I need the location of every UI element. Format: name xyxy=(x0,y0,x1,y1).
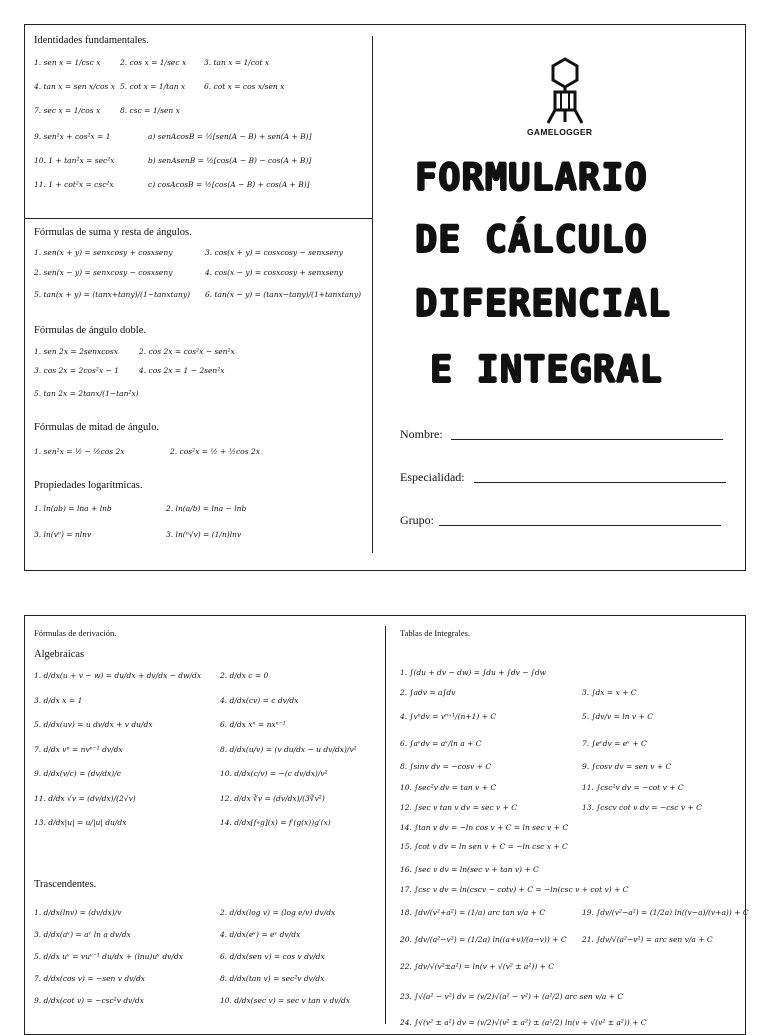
section-heading: Trascendentes. xyxy=(34,879,97,890)
formula: 15. ∫cot v dv = ln sen v + C = −ln csc x + C xyxy=(400,842,568,851)
formula: c) cosAcosB = ½[cos(A − B) + cos(A + B)] xyxy=(148,180,310,189)
formula: 10. 1 + tan²x = sec²x xyxy=(34,156,115,165)
formula: 18. ∫dv/(v²+a²) = (1/a) arc tan v/a + C xyxy=(400,908,546,917)
formula: 4. cos 2x = 1 − 2sen²x xyxy=(139,366,225,375)
divider xyxy=(372,218,373,553)
section-heading: Tablas de Integrales. xyxy=(400,628,470,638)
title-line: E INTEGRAL xyxy=(430,348,663,391)
formula: 3. d/dx x = 1 xyxy=(34,695,83,705)
formula: 12. ∫sec v tan v dv = sec v + C xyxy=(400,803,518,812)
formula: 3. cos 2x = 2cos²x − 1 xyxy=(34,366,119,375)
section-heading: Fórmulas de suma y resta de ángulos. xyxy=(34,227,192,238)
specialty-label: Especialidad: xyxy=(400,470,465,484)
section-heading: Fórmulas de ángulo doble. xyxy=(34,325,146,336)
formula: 2. ln(a/b) = lna − lnb xyxy=(166,504,247,513)
formula: a) senAcosB = ½[sen(A − B) + sen(A + B)] xyxy=(148,132,312,141)
formula: 24. ∫√(v² ± a²) dv = (v/2)√(v² ± a²) ± (a²/2) ln(v + √(v² ± a²)) + C xyxy=(400,1018,647,1027)
title-line: DIFERENCIAL xyxy=(415,282,672,325)
name-label: Nombre: xyxy=(400,427,443,441)
formula: 10. ∫sec²v dv = tan v + C xyxy=(400,783,497,792)
formula: 23. ∫√(a² − v²) dv = (v/2)√(a² − v²) + (a²/2) arc sen v/a + C xyxy=(400,992,624,1001)
formula: 1. d/dx(u + v − w) = du/dx + dv/dx − dw/dx xyxy=(34,671,202,680)
formula: 11. ∫csc²v dv = −cot v + C xyxy=(582,783,684,792)
formula: 5. tan(x + y) = (tanx+tany)/(1−tanxtany) xyxy=(34,290,191,299)
formula: 14. d/dx[f∘g](x) = f′(g(x))g′(x) xyxy=(220,818,331,827)
formula: 1. sen x = 1/csc x xyxy=(34,58,101,67)
section-heading: Propiedades logarítmicas. xyxy=(34,480,143,491)
formula: 7. ∫eᵛdv = eᵛ + C xyxy=(582,739,647,748)
formula: 5. ∫dv/v = ln v + C xyxy=(582,712,653,721)
formula: 3. d/dx(aᵛ) = aᵛ ln a dv/dx xyxy=(34,930,131,939)
formula: 10. d/dx(sec v) = sec v tan v dv/dx xyxy=(220,996,351,1005)
divider xyxy=(385,626,386,1024)
section-heading: Identidades fundamentales. xyxy=(34,35,149,46)
formula: 11. d/dx √v = (dv/dx)/(2√v) xyxy=(34,793,136,803)
formula: 17. ∫csc v dv = ln(cscv − cotv) + C = −ln(csc v + cot v) + C xyxy=(400,885,629,894)
section-heading: Fórmulas de mitad de ángulo. xyxy=(34,422,160,433)
formula: 1. sen²x = ½ − ½cos 2x xyxy=(34,447,125,456)
formula: 20. ∫dv/(a²−v²) = (1/2a) ln((a+v)/(a−v)) + C xyxy=(400,935,567,944)
formula: 16. ∫sec v dv = ln(sec v + tan v) + C xyxy=(400,865,539,874)
formula: 5. tan 2x = 2tanx/(1−tan²x) xyxy=(34,389,139,398)
formula: 11. 1 + cot²x = csc²x xyxy=(34,180,114,189)
group-field[interactable] xyxy=(439,525,721,526)
formula: 5. cot x = 1/tan x xyxy=(120,82,186,91)
formula: 4. ∫vⁿdv = vⁿ⁺¹/(n+1) + C xyxy=(400,712,497,721)
formula: 22. ∫dv/√(v²±a²) = ln(v + √(v² ± a²)) + C xyxy=(400,962,555,971)
divider xyxy=(372,36,373,218)
formula: 1. sen(x + y) = senxcosy + cosxseny xyxy=(34,248,173,257)
formula: 10. d/dx(c/v) = −(c dv/dx)/v² xyxy=(220,769,328,778)
formula: 7. d/dx vⁿ = nvⁿ⁻¹ dv/dx xyxy=(34,744,123,754)
formula: 6. d/dx(sen v) = cos v dv/dx xyxy=(220,952,325,961)
formula: 1. d/dx(lnv) = (dv/dx)/v xyxy=(34,908,122,917)
formula: 12. d/dx ∛v = (dv/dx)/(3∛v²) xyxy=(220,793,325,803)
formula: 4. tan x = sen x/cos x xyxy=(34,82,115,91)
formula: 6. tan(x − y) = (tanx−tany)/(1+tanxtany) xyxy=(205,290,362,299)
section-heading: Fórmulas de derivación. xyxy=(34,628,117,638)
formula: 1. ln(ab) = lna + lnb xyxy=(34,504,112,513)
formula: 3. ln(vⁿ) = nlnv xyxy=(34,530,92,539)
formula: 1. ∫(du + dv − dw) = ∫du + ∫dv − ∫dw xyxy=(400,668,547,677)
specialty-field[interactable] xyxy=(474,482,726,483)
formula: 1. sen 2x = 2senxcosx xyxy=(34,347,119,356)
formula: 3. ∫dx = x + C xyxy=(582,688,637,697)
formula: 9. ∫cosv dv = sen v + C xyxy=(582,762,672,771)
divider xyxy=(24,218,373,219)
formula: 6. ∫aᵛdv = aᵛ/ln a + C xyxy=(400,739,482,748)
section-heading: Algebraicas xyxy=(34,649,85,660)
formula: 5. d/dx uᵛ = vuᵛ⁻¹ du/dx + (lnu)uᵛ dv/dx xyxy=(34,952,183,961)
title-line: FORMULARIO xyxy=(415,156,648,199)
name-field[interactable] xyxy=(451,439,723,440)
formula: 19. ∫dv/(v²−a²) = (1/2a) ln((v−a)/(v+a)) + C xyxy=(582,908,749,917)
formula: 3. tan x = 1/cot x xyxy=(204,58,270,67)
formula: 2. cos²x = ½ + ½cos 2x xyxy=(170,447,260,456)
formula: 9. d/dx(cot v) = −csc²v dv/dx xyxy=(34,996,144,1005)
formula: b) senAsenB = ½[cos(A − B) − cos(A + B)] xyxy=(148,156,312,165)
formula: 6. d/dx xⁿ = nxⁿ⁻¹ xyxy=(220,720,286,729)
formula: 2. cos 2x = cos²x − sen²x xyxy=(139,347,235,356)
formula: 8. d/dx(tan v) = sec²v dv/dx xyxy=(220,974,325,983)
formula: 9. sen²x + cos²x = 1 xyxy=(34,132,111,141)
logo-text: GAMELOGGER xyxy=(527,127,593,137)
formula: 2. ∫adv = a∫dv xyxy=(400,688,456,697)
formula: 4. d/dx(eᵛ) = eᵛ dv/dx xyxy=(220,930,301,939)
formula: 2. d/dx(log v) = (log e/v) dv/dx xyxy=(220,908,336,917)
formula: 5. d/dx(uv) = u dv/dx + v du/dx xyxy=(34,720,153,729)
formula: 3. cos(x + y) = cosxcosy − senxseny xyxy=(205,248,343,257)
formula: 4. d/dx(cv) = c dv/dx xyxy=(220,695,299,705)
formula: 7. d/dx(cos v) = −sen v dv/dx xyxy=(34,974,145,983)
formula: 2. d/dx c = 0 xyxy=(220,671,269,680)
formula: 7. sec x = 1/cos x xyxy=(34,106,101,115)
title-line: DE CÁLCULO xyxy=(415,218,648,261)
formula: 13. ∫cscv cot v dv = −csc v + C xyxy=(582,803,702,812)
formula: 14. ∫tan v dv = −ln cos v + C = ln sec v + C xyxy=(400,823,569,832)
formula: 8. d/dx(u/v) = (v du/dx − u dv/dx)/v² xyxy=(220,744,357,754)
formula: 2. sen(x − y) = senxcosy − cosxseny xyxy=(34,268,173,277)
formula: 2. cos x = 1/sec x xyxy=(120,58,187,67)
group-label: Grupo: xyxy=(400,513,434,527)
formula: 4. cos(x − y) = cosxcosy + senxseny xyxy=(205,268,343,277)
formula: 13. d/dx|u| = u/|u| du/dx xyxy=(34,818,127,827)
formula: 8. csc = 1/sen x xyxy=(120,106,180,115)
formula: 21. ∫dv/√(a²−v²) = arc sen v/a + C xyxy=(582,935,713,944)
gamelogger-logo-icon xyxy=(540,56,590,126)
formula: 3. ln(ⁿ√v) = (1/n)lnv xyxy=(166,530,242,539)
formula: 8. ∫sinv dv = −cosv + C xyxy=(400,762,492,771)
formula: 6. cot x = cos x/sen x xyxy=(204,82,285,91)
formula: 9. d/dx(v/c) = (dv/dx)/c xyxy=(34,769,121,778)
